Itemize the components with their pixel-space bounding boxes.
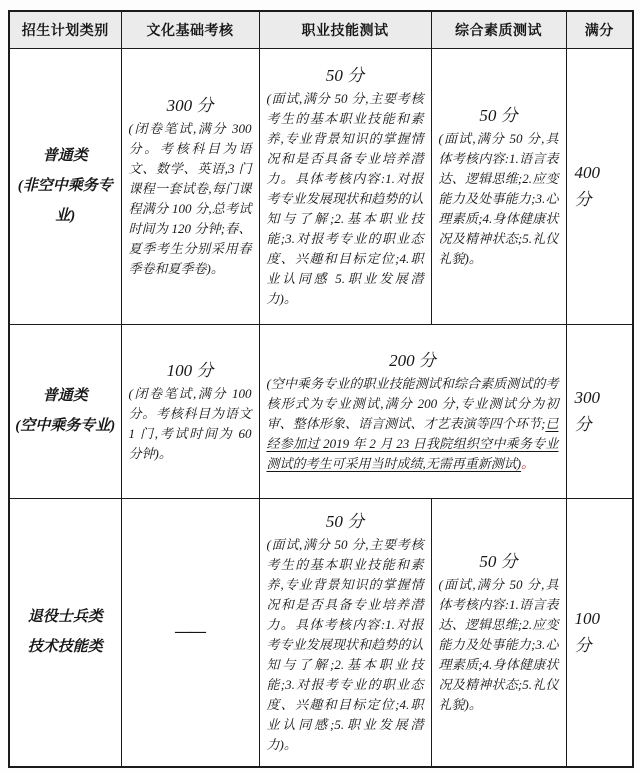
culture-desc: (闭卷笔试,满分 100 分。考核科目为语文 1 门,考试时间为 60 分钟)。 (128, 385, 252, 461)
header-cell-total-score: 满分 (566, 11, 633, 48)
header-cell-culture-exam: 文化基础考核 (121, 11, 259, 48)
quality-desc: (面试,满分 50 分,具体考核内容:1.语言表达、逻辑思维;2.应变能力及处事能力;3.心理素质;4.身体健康状况及精神状态;5.礼仪礼貌)。 (438, 576, 559, 712)
total-score-cell (566, 324, 633, 498)
total-score-number: 300 (574, 388, 600, 407)
header-cell-skill-test: 职业技能测试 (259, 11, 431, 48)
quality-score: 50 分 (479, 551, 518, 571)
category-name-line1: 退役士兵类 (27, 609, 103, 626)
category-name: 普通类 (42, 148, 88, 164)
culture-exam-cell (121, 48, 259, 324)
header-row (9, 11, 633, 48)
total-score-unit: 分 (574, 415, 592, 434)
culture-score: 100 分 (166, 360, 214, 380)
quality-score: 50 分 (479, 105, 518, 125)
culture-desc: (闭卷笔试,满分 300 分。考核科目为语文、数学、英语,3 门课程一套试卷,每门课程满分 100 分,总考试时间为 120 分钟;春、夏季考生分别采用春季卷和夏季卷)。 (128, 120, 252, 276)
total-score-unit: 分 (574, 190, 592, 209)
merged-desc-underlined-note: 已经参加过 2019 年 2 月 23 日我院组织空中乘务专业测试的考生可采用当时成绩,无需再重新测试) (266, 415, 559, 471)
table-row-general-cabin-crew (9, 324, 633, 498)
merged-test-score: 200 分 (389, 350, 436, 370)
category-cell (9, 48, 121, 324)
culture-exam-cell-empty (121, 498, 259, 767)
header-cell-category: 招生计划类别 (9, 11, 121, 48)
admission-exam-score-table (8, 10, 634, 768)
total-score-cell (566, 48, 633, 324)
total-score-number: 400 (574, 163, 600, 182)
merged-test-desc (264, 374, 562, 475)
skill-desc: (面试,满分 50 分,主要考核考生的基本职业技能和素养,专业背景知识的掌握情况和是否具备专业培养潜力。具体考核内容:1.对报考专业发展现状和趋势的认知与了解;2.基本职业技能;3.对报考专业的职业态度、兴趣和目标定位;4.职业认同感;5.职业发展潜力)。 (266, 536, 424, 752)
category-name: 普通类 (42, 388, 88, 404)
skill-test-cell (259, 498, 431, 767)
skill-desc: (面试,满分 50 分,主要考核考生的基本职业技能和素养,专业背景知识的掌握情况和是否具备专业培养潜力。具体考核内容:1.对报考专业发展现状和趋势的认知与了解;2.基本职业技能;3.对报考专业的职业态度、兴趣和目标定位;4.职业认同感 5.职业发展潜力)。 (266, 90, 424, 306)
quality-test-cell (431, 48, 566, 324)
skill-test-cell (259, 48, 431, 324)
total-score-unit: 分 (574, 636, 592, 656)
category-subtitle: (非空中乘务专业) (17, 178, 113, 224)
culture-score: 300 分 (166, 95, 214, 115)
merged-skill-quality-cell (259, 324, 566, 498)
culture-exam-cell (121, 324, 259, 498)
category-cell (9, 498, 121, 767)
total-score-number: 100 (574, 609, 600, 629)
category-subtitle: (空中乘务专业) (15, 418, 116, 434)
quality-test-cell (431, 498, 566, 767)
table-row-general-non-cabin (9, 48, 633, 324)
em-dash-placeholder: —— (175, 623, 205, 641)
category-cell (9, 324, 121, 498)
merged-desc-normal: (空中乘务专业的职业技能测试和综合素质测试的考核形式为专业测试,满分 200 分,专业测试分为初审、整体形象、语言测试、才艺表演等四个环节; (266, 375, 559, 431)
admission-plan-table-container (8, 10, 634, 768)
header-cell-quality-test: 综合素质测试 (431, 11, 566, 48)
total-score-cell (566, 498, 633, 767)
table-row-veteran-technical (9, 498, 633, 767)
skill-score: 50 分 (325, 65, 365, 85)
quality-desc: (面试,满分 50 分,具体考核内容:1.语言表达、逻辑思维;2.应变能力及处事能力;3.心理素质;4.身体健康状况及精神状态;5.礼仪礼貌)。 (438, 130, 559, 266)
merged-desc-red-period: 。 (521, 455, 535, 471)
skill-score: 50 分 (325, 511, 365, 531)
category-name-line2: 技术技能类 (27, 639, 103, 656)
